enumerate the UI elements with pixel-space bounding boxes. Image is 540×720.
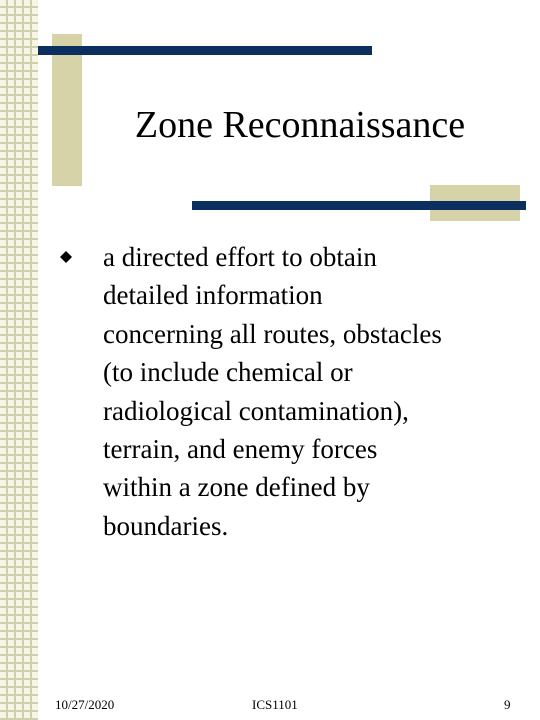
- bullet-line: within a zone defined by: [103, 472, 370, 503]
- footer-course: ICS1101: [252, 697, 298, 712]
- diamond-bullet-icon: [60, 251, 72, 263]
- bullet-line: radiological contamination),: [103, 395, 409, 426]
- slide-title: Zone Reconnaissance: [134, 104, 466, 146]
- footer-page-number: 9: [504, 697, 511, 712]
- decorative-tan-block: [52, 34, 82, 186]
- decorative-navy-bar: [38, 46, 372, 55]
- bullet-line: concerning all routes, obstacles: [103, 318, 442, 349]
- bullet-line: boundaries.: [103, 510, 229, 541]
- bullet-line: (to include chemical or: [103, 357, 353, 388]
- footer-date: 10/27/2020: [55, 697, 115, 712]
- bullet-text: [103, 238, 523, 545]
- bullet-line: detailed information: [103, 280, 323, 311]
- bullet-line: a directed effort to obtain: [103, 242, 377, 272]
- decorative-grid-strip: [0, 0, 38, 720]
- bullet-line: terrain, and enemy forces: [103, 434, 378, 465]
- decorative-navy-bar: [192, 201, 526, 210]
